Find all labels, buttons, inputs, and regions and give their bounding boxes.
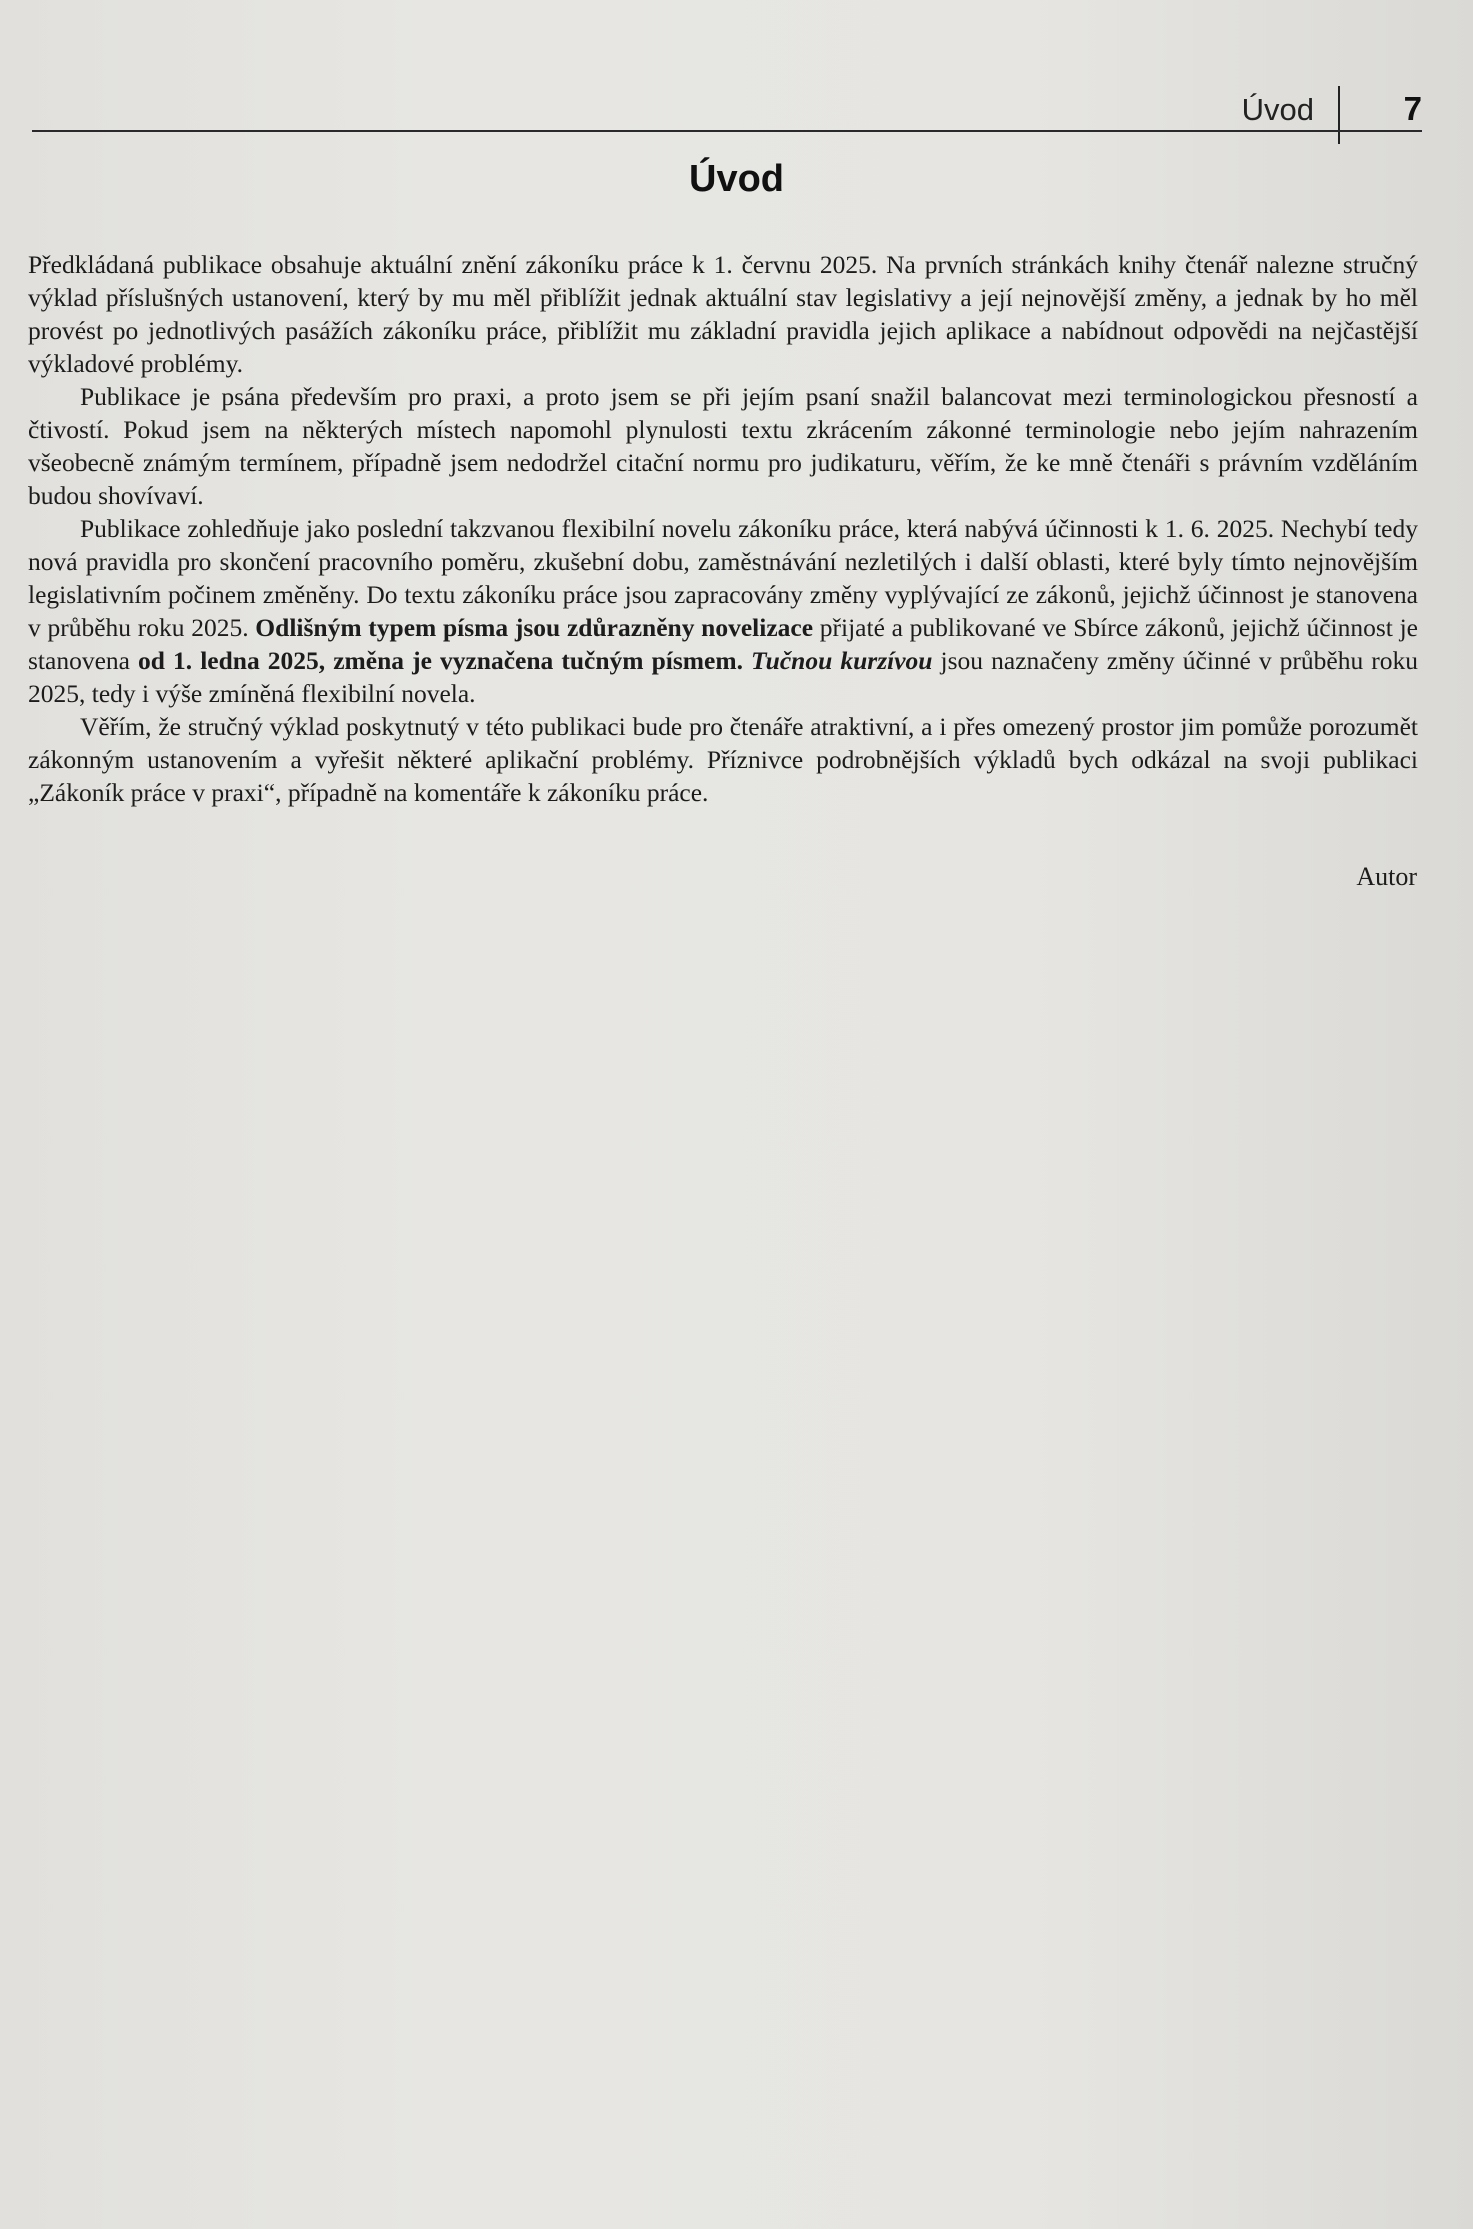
header-rule	[32, 130, 1422, 132]
paragraph-3-bold-1: Odlišným typem písma jsou zdůrazněny novelizace	[255, 613, 814, 642]
paragraph-3-bold-2: od 1. ledna 2025, změna je vyznačena tučným písmem.	[138, 646, 743, 675]
paragraph-3	[28, 512, 1418, 710]
running-title: Úvod	[1241, 92, 1314, 127]
paragraph-3-text-2: přijaté a publikované ve Sbírce zákonů, jejichž účinnost je stanovena	[28, 613, 1418, 675]
paragraph-2: Publikace je psána především pro praxi, a proto jsem se při jejím psaní snažil balancovat mezi terminologickou přesností a čtivostí. Pokud jsem na některých místech napomohl plynulosti textu zkrácením zákonné terminologie nebo jejím nahrazením všeobecně známým termínem, případně jsem nedodržel citační normu pro judikaturu, věřím, že ke mně čtenáři s právním vzděláním budou shovívaví.	[28, 382, 1418, 510]
paragraph-3-text-3	[743, 646, 751, 675]
chapter-title: Úvod	[689, 158, 784, 200]
paragraph-4: Věřím, že stručný výklad poskytnutý v této publikaci bude pro čtenáře atraktivní, a i přes omezený prostor jim pomůže porozumět zákonným ustanovením a vyřešit některé aplikační problémy. Příznivce podrobnějších výkladů bych odkázal na svoji publikaci „Zákoník práce v praxi“, případně na komentáře k zákoníku práce.	[28, 712, 1418, 807]
paragraph-3-bold-italic: Tučnou kurzívou	[751, 646, 933, 675]
running-header	[32, 84, 1422, 134]
author-signature: Autor	[1356, 862, 1417, 891]
body-text	[28, 248, 1418, 809]
header-separator	[1338, 86, 1340, 144]
paragraph-1: Předkládaná publikace obsahuje aktuální znění zákoníku práce k 1. červnu 2025. Na prvních stránkách knihy čtenář nalezne stručný výklad příslušných ustanovení, který by mu měl přiblížit jednak aktuální stav legislativy a její nejnovější změny, a jednak by ho měl provést po jednotlivých pasážích zákoníku práce, přiblížit mu základní pravidla jejich aplikace a nabídnout odpovědi na nejčastější výkladové problémy.	[28, 250, 1418, 378]
page-number: 7	[1403, 90, 1422, 127]
paragraph-3-text-4: jsou naznačeny změny účinné v průběhu roku 2025, tedy i výše zmíněná flexibilní novela.	[28, 646, 1419, 708]
paragraph-3-text-1: Publikace zohledňuje jako poslední takzvanou flexibilní novelu zákoníku práce, která nabývá účinnosti k 1. 6. 2025. Nechybí tedy nová pravidla pro skončení pracovního poměru, zkušební dobu, zaměstnávání nezletilých i další oblasti, které byly tímto nejnovějším legislativním počinem změněny. Do textu zákoníku práce jsou zapracovány změny vyplývající ze zákonů, jejichž účinnost je stanovena v průběhu roku 2025.	[28, 514, 1418, 642]
